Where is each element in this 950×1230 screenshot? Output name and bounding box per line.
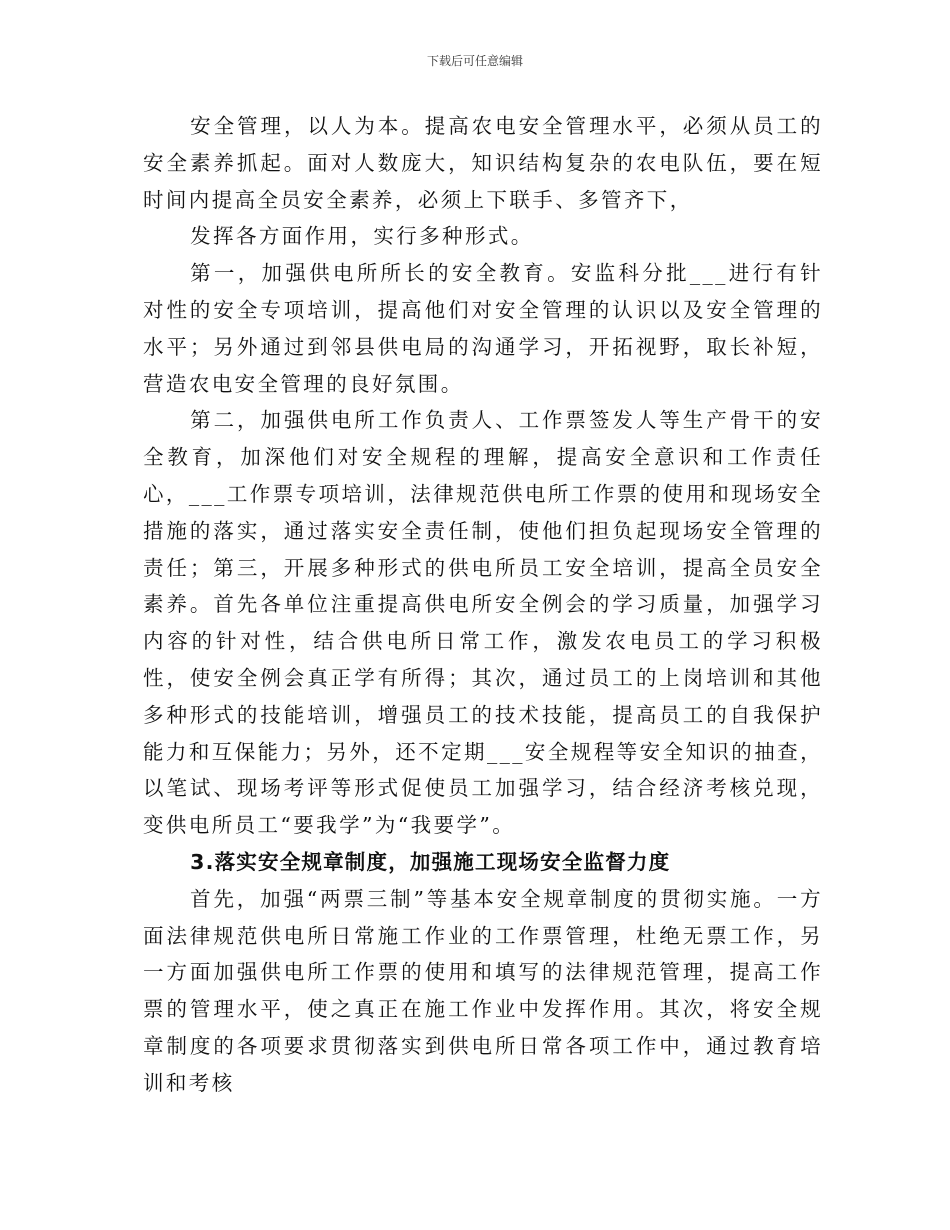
paragraph-forms: 发挥各方面作用，实行多种形式。 xyxy=(190,224,534,249)
paragraph-second-third-point: 第二，加强供电所工作负责人、工作票签发人等生产骨干的安全教育，加深他们对安全规程的理解，提高安全意识和工作责任心，___工作票专项培训，法律规范供电所工作票的使用和现场安全措施的落实，通过落实安全责任制，使他们担负起现场安全管理的责任；第三，开展多种形式的供电所员工安全培训，提高全员安全素养。首先各单位注重提高供电所安全例会的学习质量，加强学习内容的针对性，结合供电所日常工作，激发农电员工的学习积极性，使安全例会真正学有所得；其次，通过员工的上岗培训和其他多种形式的技能培训，增强员工的技术技能，提高员工的自我保护能力和互保能力；另外，还不定期___安全规程等安全知识的抽查，以笔试、现场考评等形式促使员工加强学习，结合经济考核兑现，变供电所员工“要我学”为“我要学”。 xyxy=(143,408,823,838)
page-header-note: 下载后可任意编辑 xyxy=(426,54,523,68)
paragraph-intro: 安全管理，以人为本。提高农电安全管理水平，必须从员工的安全素养抓起。面对人数庞大，知识结构复杂的农电队伍，要在短时间内提高全员安全素养，必须上下联手、多管齐下， xyxy=(143,114,823,212)
paragraph-first-point: 第一，加强供电所所长的安全教育。安监科分批___进行有针对性的安全专项培训，提高他们对安全管理的认识以及安全管理的水平；另外通过到邻县供电局的沟通学习，开拓视野，取长补短，营造农电安全管理的良好氛围。 xyxy=(143,261,823,396)
paragraph-section-body: 首先，加强“两票三制”等基本安全规章制度的贯彻实施。一方面法律规范供电所日常施工作业的工作票管理，杜绝无票工作，另一方面加强供电所工作票的使用和填写的法律规范管理，提高工作票的管理水平，使之真正在施工作业中发挥作用。其次，将安全规章制度的各项要求贯彻落实到供电所日常各项工作中，通过教育培训和考核 xyxy=(143,886,823,1095)
document-body xyxy=(143,108,823,1102)
section-heading: 3.落实安全规章制度，加强施工现场安全监督力度 xyxy=(190,849,671,874)
